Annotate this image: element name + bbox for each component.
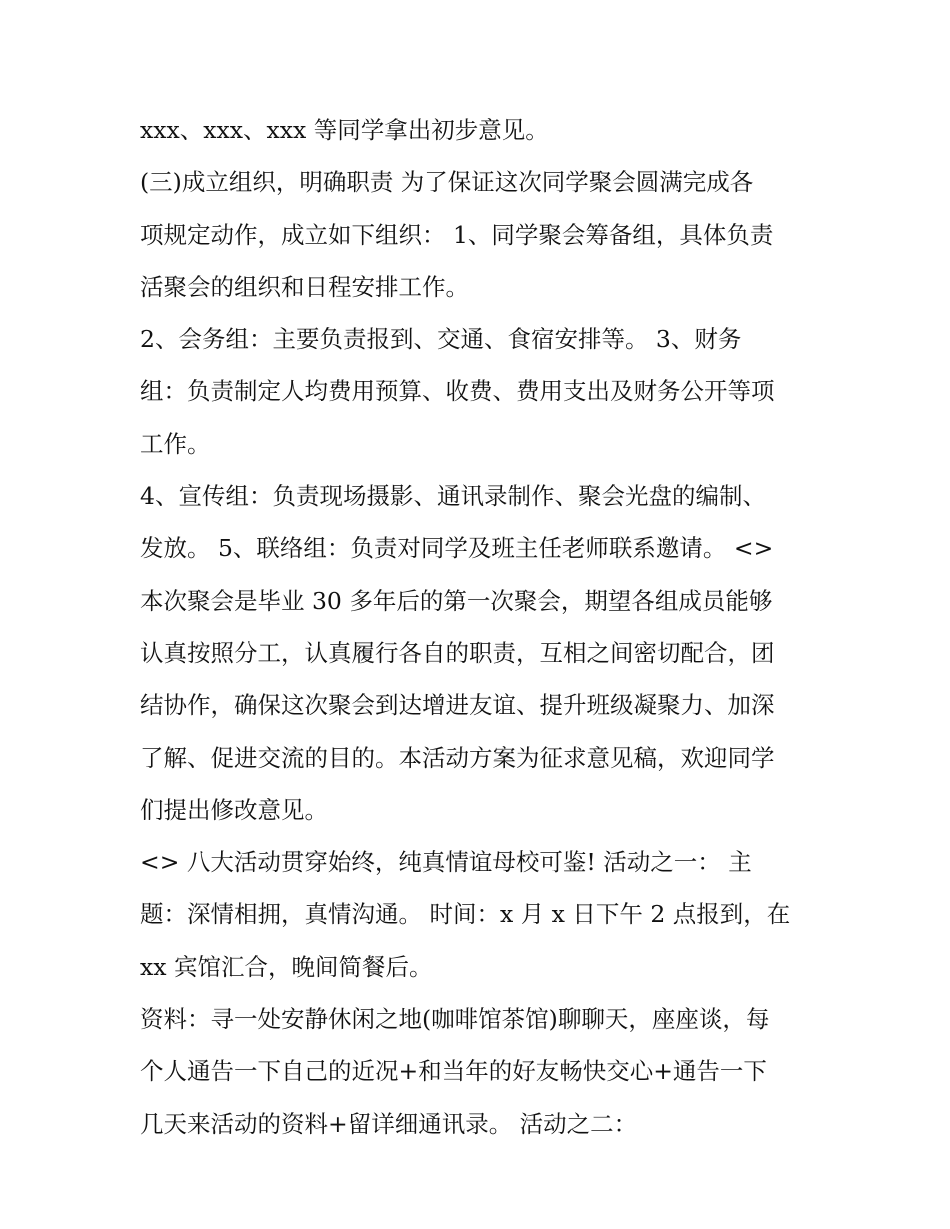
text-line: 资料：寻一处安静休闲之地(咖啡馆茶馆)聊聊天，座座谈，每 [140, 1005, 770, 1034]
text-line: 题：深情相拥，真情沟通。 时间：x 月 x 日下午 2 点报到，在 [140, 900, 791, 929]
text-line: 们提出修改意见。 [140, 795, 328, 824]
document-body [140, 110, 820, 1156]
text-line: 结协作，确保这次聚会到达增进友谊、提升班级凝聚力、加深 [140, 691, 775, 720]
text-line: 几天来活动的资料+留详细通讯录。 活动之二： [140, 1109, 638, 1138]
text-line: (三)成立组织，明确职责 为了保证这次同学聚会圆满完成各 [140, 168, 754, 197]
text-line: 项规定动作，成立如下组织： 1、同学聚会筹备组，具体负责 [140, 220, 774, 249]
text-line: 工作。 [140, 429, 211, 458]
text-line: 发放。 5、联络组：负责对同学及班主任老师联系邀请。 <> [140, 534, 774, 563]
text-line: 组：负责制定人均费用预算、收费、费用支出及财务公开等项 [140, 377, 775, 406]
text-line: xx 宾馆汇合，晚间简餐后。 [140, 952, 433, 981]
text-line: 个人通告一下自己的近况+和当年的好友畅快交心+通告一下 [140, 1057, 767, 1086]
text-line: 了解、促进交流的目的。本活动方案为征求意见稿，欢迎同学 [140, 743, 775, 772]
text-line: xxx、xxx、xxx 等同学拿出初步意见。 [140, 116, 549, 144]
text-line: 4、宣传组：负责现场摄影、通讯录制作、聚会光盘的编制、 [140, 482, 766, 511]
text-line: 2、会务组：主要负责报到、交通、食宿安排等。 3、财务 [140, 325, 742, 354]
text-line: 认真按照分工，认真履行各自的职责，互相之间密切配合，团 [140, 638, 775, 667]
text-line: <> 八大活动贯穿始终，纯真情谊母校可鉴! 活动之一： 主 [140, 848, 752, 877]
text-line: 活聚会的组织和日程安排工作。 [140, 272, 469, 301]
text-line: 本次聚会是毕业 30 多年后的第一次聚会，期望各组成员能够 [140, 586, 773, 615]
